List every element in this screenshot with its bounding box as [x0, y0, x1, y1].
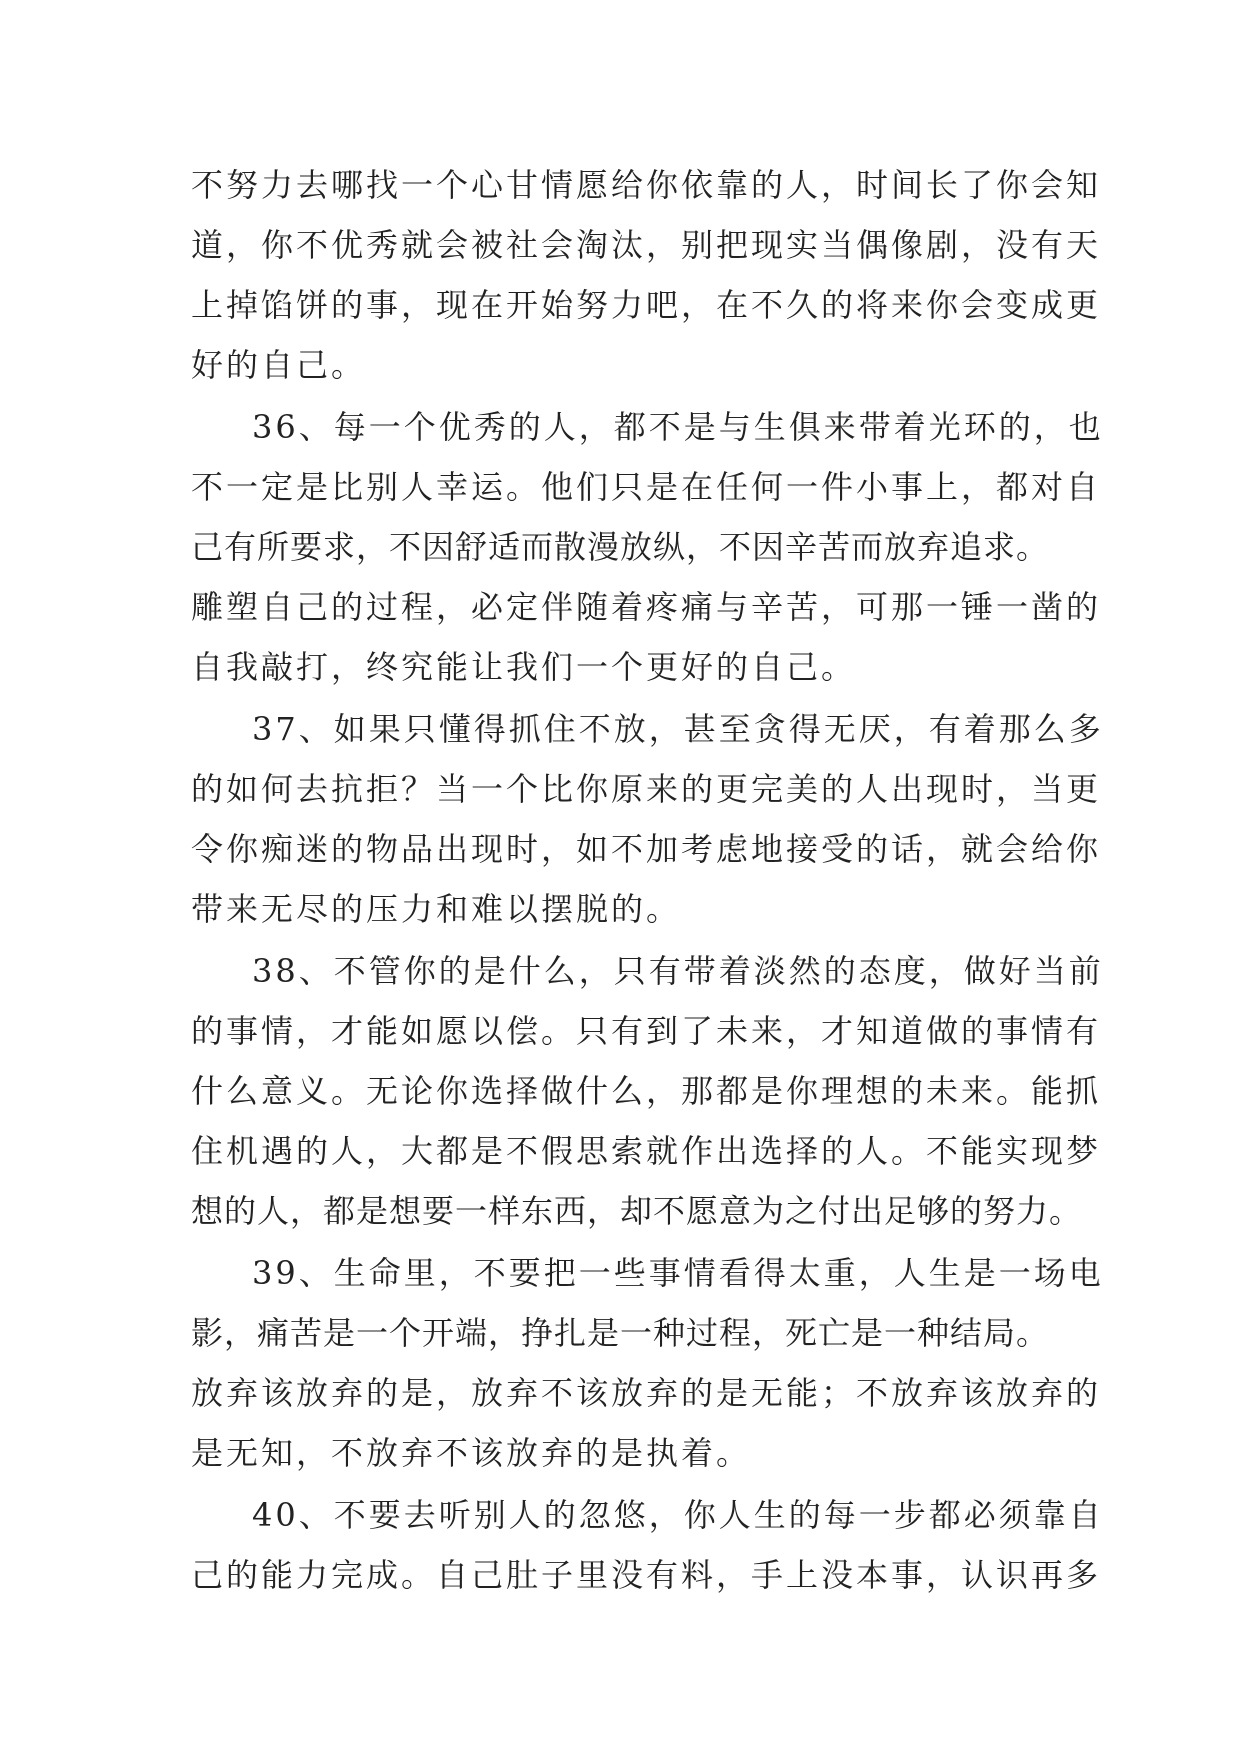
paragraph-40-first-line: 40、不要去听别人的忽悠，你人生的每一步都必须靠自 — [252, 1496, 1104, 1534]
text-line: 影，痛苦是一个开端，挣扎是一种过程，死亡是一种结局。 — [191, 1314, 1050, 1352]
text-line: 住机遇的人，大都是不假思索就作出选择的人。不能实现梦 — [191, 1132, 1102, 1170]
text-line: 想的人，都是想要一样东西，却不愿意为之付出足够的努力。 — [191, 1192, 1083, 1230]
text-line: 不努力去哪找一个心甘情愿给你依靠的人，时间长了你会知 — [191, 166, 1102, 204]
text-line: 不一定是比别人幸运。他们只是在任何一件小事上，都对自 — [191, 468, 1102, 506]
text-line: 带来无尽的压力和难以摆脱的。 — [191, 890, 682, 928]
paragraph-38-first-line: 38、不管你的是什么，只有带着淡然的态度，做好当前 — [252, 952, 1104, 990]
text-line: 放弃该放弃的是，放弃不该放弃的是无能；不放弃该放弃的 — [191, 1374, 1102, 1412]
text-line: 的如何去抗拒？当一个比你原来的更完美的人出现时，当更 — [191, 770, 1102, 808]
text-line: 的事情，才能如愿以偿。只有到了未来，才知道做的事情有 — [191, 1012, 1102, 1050]
paragraph-37-first-line: 37、如果只懂得抓住不放，甚至贪得无厌，有着那么多 — [252, 710, 1104, 748]
text-line: 自我敲打，终究能让我们一个更好的自己。 — [191, 648, 857, 686]
text-line: 好的自己。 — [191, 346, 367, 384]
text-line: 道，你不优秀就会被社会淘汰，别把现实当偶像剧，没有天 — [191, 226, 1102, 264]
text-line: 什么意义。无论你选择做什么，那都是你理想的未来。能抓 — [191, 1072, 1102, 1110]
text-line: 己有所要求，不因舒适而散漫放纵，不因辛苦而放弃追求。 — [191, 528, 1050, 566]
text-line: 上掉馅饼的事，现在开始努力吧，在不久的将来你会变成更 — [191, 286, 1102, 324]
text-line: 是无知，不放弃不该放弃的是执着。 — [191, 1434, 752, 1472]
text-line: 己的能力完成。自己肚子里没有料，手上没本事，认识再多 — [191, 1556, 1102, 1594]
paragraph-39-first-line: 39、生命里，不要把一些事情看得太重，人生是一场电 — [252, 1254, 1104, 1292]
text-line: 雕塑自己的过程，必定伴随着疼痛与辛苦，可那一锤一凿的 — [191, 588, 1102, 626]
paragraph-36-first-line: 36、每一个优秀的人，都不是与生俱来带着光环的，也 — [252, 408, 1104, 446]
text-line: 令你痴迷的物品出现时，如不加考虑地接受的话，就会给你 — [191, 830, 1102, 868]
